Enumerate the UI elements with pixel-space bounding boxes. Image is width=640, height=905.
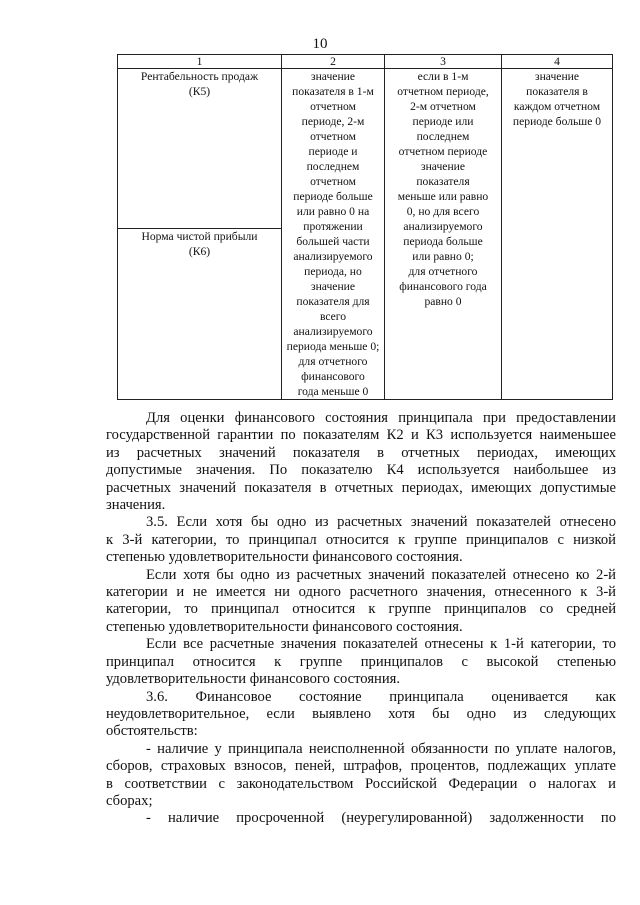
cell-line: протяжении [303, 220, 363, 233]
cell-line: показателя в [526, 85, 588, 98]
cell-line: периоде, 2-м [301, 115, 365, 128]
cell-line: последнем [306, 160, 360, 173]
paragraph [106, 636, 616, 688]
text-line: удовлетворительности финансового состояния. [106, 671, 401, 688]
cell-line: для отчетного [298, 355, 368, 368]
cell-line: для отчетного [408, 265, 478, 278]
cell-line: последнем [416, 130, 470, 143]
text-line: обстоятельств: [106, 723, 198, 740]
criteria-table [117, 54, 613, 400]
cell-line: отчетном [310, 175, 356, 188]
text-line: - наличие у принципала неисполненной обязанности по уплате налогов, [146, 740, 616, 757]
cell-line: финансового года [399, 280, 487, 293]
cell-line: Рентабельность продаж [140, 70, 259, 83]
paragraph [106, 741, 616, 811]
cell-line: равно 0 [424, 295, 462, 308]
cell-line: отчетном [310, 100, 356, 113]
text-line: принципал относится к группе принципалов с высокой степенью [106, 653, 616, 670]
cell-line: периода больше [403, 235, 483, 248]
cell-line: анализируемого [403, 220, 483, 233]
body-text [106, 410, 616, 828]
header-cell: 2 [282, 55, 385, 69]
condition-cell-col4 [502, 69, 613, 400]
cell-line: значение [311, 280, 355, 293]
table-header-row [118, 55, 613, 69]
cell-line: периода, но [304, 265, 362, 278]
paragraph [106, 567, 616, 637]
text-line: в соответствии с законодательством Российской Федерации о налогах и [106, 775, 616, 792]
paragraph [106, 689, 616, 741]
cell-line: периоде или [412, 115, 474, 128]
text-line: значения. [106, 497, 166, 514]
cell-line: отчетном периоде [398, 145, 488, 158]
cell-line: большей части [296, 235, 370, 248]
cell-line: периоде больше 0 [512, 115, 602, 128]
text-line: допустимые значения. По показателю К4 используется наибольшее из [106, 462, 616, 479]
table-row [118, 69, 613, 229]
cell-line: отчетном периоде, [397, 85, 489, 98]
cell-line: периоде больше [293, 190, 373, 203]
cell-line: финансового [301, 370, 365, 383]
header-cell: 3 [385, 55, 502, 69]
cell-line: показателя для [296, 295, 370, 308]
indicator-cell-k6 [118, 229, 282, 400]
text-line: категории и не имеется ни одного расчетного значения, отнесенного к 3-й [106, 584, 616, 601]
cell-line: или равно 0 на [296, 205, 370, 218]
condition-cell-col2 [282, 69, 385, 400]
text-line: расчетных значений показателя в отчетных периодах, имеющих допустимые [106, 479, 616, 496]
text-line: категории, то принципал относится к группе принципалов со средней [106, 601, 616, 618]
text-line: степенью удовлетворительности финансового состояния. [106, 618, 463, 635]
text-line: государственной гарантии по показателям К2 и К3 используется наименьшее [106, 427, 616, 444]
cell-line: показателя в 1-м [292, 85, 374, 98]
cell-line: всего [319, 310, 347, 323]
paragraph [106, 410, 616, 514]
header-cell: 4 [502, 55, 613, 69]
indicator-cell-k5 [118, 69, 282, 229]
text-line: степенью удовлетворительности финансового состояния. [106, 549, 463, 566]
text-line: к 3-й категории, то принципал относится к группе принципалов с низкой [106, 531, 616, 548]
text-line: Для оценки финансового состояния принципала при предоставлении [146, 410, 616, 426]
paragraph [106, 810, 616, 827]
cell-line: значение [311, 70, 355, 83]
text-line: 3.5. Если хотя бы одно из расчетных значений показателей отнесено [146, 514, 616, 531]
cell-line: значение [421, 160, 465, 173]
page-number: 10 [312, 36, 328, 52]
text-line: - наличие просроченной (неурегулированной) задолженности по [146, 810, 616, 827]
paragraph [106, 514, 616, 566]
text-line: сборах; [106, 792, 153, 809]
cell-line: значение [535, 70, 579, 83]
cell-line: показателя [416, 175, 470, 188]
cell-line: отчетном [310, 130, 356, 143]
text-line: из расчетных значений показателя в отчетных периодах, имеющих [106, 444, 616, 461]
cell-line: анализируемого [293, 325, 373, 338]
text-line: 3.6. Финансовое состояние принципала оценивается как [146, 688, 616, 705]
cell-line: (К5) [188, 85, 211, 98]
text-line: неудовлетворительное, если выявлено хотя бы одно из следующих [106, 705, 616, 722]
cell-line: если в 1-м [417, 70, 469, 83]
cell-line: периоде и [308, 145, 358, 158]
cell-line: 2-м отчетном [410, 100, 476, 113]
header-cell: 1 [118, 55, 282, 69]
cell-line: (К6) [188, 245, 211, 258]
condition-cell-col3 [385, 69, 502, 400]
cell-line: или равно 0; [412, 250, 474, 263]
cell-line: меньше или равно [397, 190, 489, 203]
cell-line: анализируемого [293, 250, 373, 263]
cell-line: года меньше 0 [297, 385, 369, 398]
cell-line: каждом отчетном [513, 100, 601, 113]
text-line: Если хотя бы одно из расчетных значений показателей отнесено ко 2-й [146, 566, 616, 583]
cell-line: периода меньше 0; [286, 340, 380, 353]
cell-line: 0, но для всего [406, 205, 480, 218]
text-line: Если все расчетные значения показателей отнесены к 1-й категории, то [146, 636, 616, 653]
cell-line: Норма чистой прибыли [141, 230, 258, 243]
text-line: сборов, страховых взносов, пеней, штрафов, процентов, подлежащих уплате [106, 758, 616, 775]
